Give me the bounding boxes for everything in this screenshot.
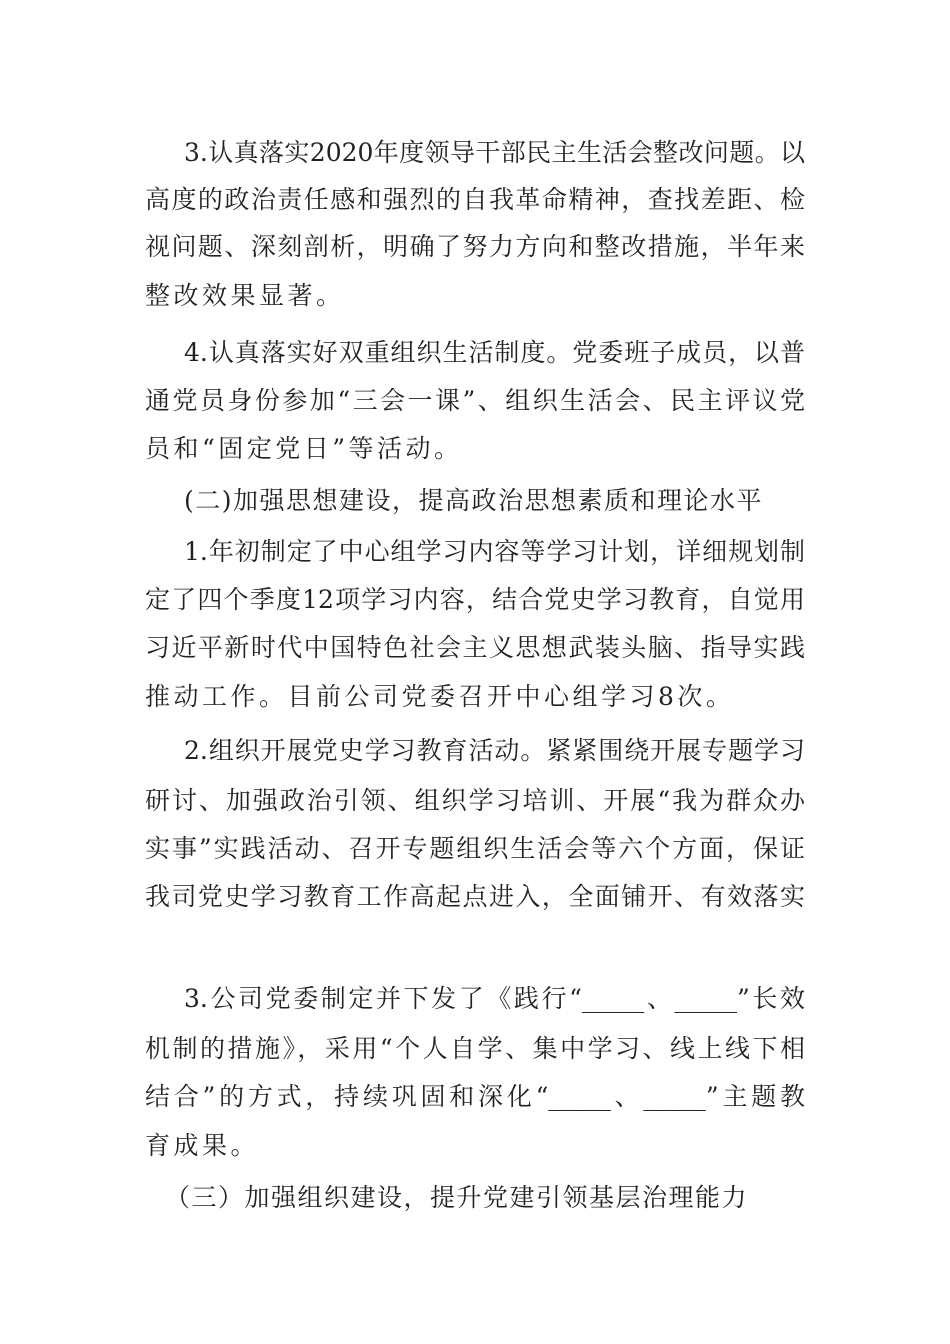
section-heading-3: （三）加强组织建设，提升党建引领基层治理能力 bbox=[165, 1183, 749, 1212]
text-line: 育成果。 bbox=[145, 1131, 260, 1160]
text-line: 视问题、深刻剖析，明确了努力方向和整改措施，半年来 bbox=[145, 232, 805, 261]
text-line: 2.组织开展党史学习教育活动。紧紧围绕开展专题学习 bbox=[184, 736, 805, 765]
text-line: 我司党史学习教育工作高起点进入，全面铺开、有效落实 bbox=[145, 882, 805, 911]
text-line: 实事”实践活动、召开专题组织生活会等六个方面，保证 bbox=[145, 834, 805, 863]
text-line: 高度的政治责任感和强烈的自我革命精神，查找差距、检 bbox=[145, 185, 805, 214]
text-line: 推动工作。目前公司党委召开中心组学习8次。 bbox=[145, 682, 735, 711]
text-line: 结合”的方式，持续巩固和深化“_____、_____”主题教 bbox=[145, 1082, 805, 1111]
text-line: 习近平新时代中国特色社会主义思想武装头脑、指导实践 bbox=[145, 633, 805, 662]
text-line: 整改效果显著。 bbox=[145, 281, 345, 310]
text-line: 通党员身份参加“三会一课”、组织生活会、民主评议党 bbox=[145, 386, 805, 415]
text-line: 1.年初制定了中心组学习内容等学习计划，详细规划制 bbox=[184, 537, 805, 566]
text-line: 机制的措施》，采用“个人自学、集中学习、线上线下相 bbox=[145, 1034, 805, 1063]
text-line: 定了四个季度12项学习内容，结合党史学习教育，自觉用 bbox=[145, 585, 805, 614]
text-line: 3.公司党委制定并下发了《践行“_____、_____”长效 bbox=[184, 984, 805, 1013]
text-line: 3.认真落实2020年度领导干部民主生活会整改问题。以 bbox=[184, 138, 805, 167]
text-line: 4.认真落实好双重组织生活制度。党委班子成员，以普 bbox=[184, 338, 805, 367]
text-line: 研讨、加强政治引领、组织学习培训、开展“我为群众办 bbox=[145, 786, 805, 815]
text-line: 员和“固定党日”等活动。 bbox=[145, 434, 463, 463]
section-heading-2: (二)加强思想建设，提高政治思想素质和理论水平 bbox=[184, 486, 764, 515]
